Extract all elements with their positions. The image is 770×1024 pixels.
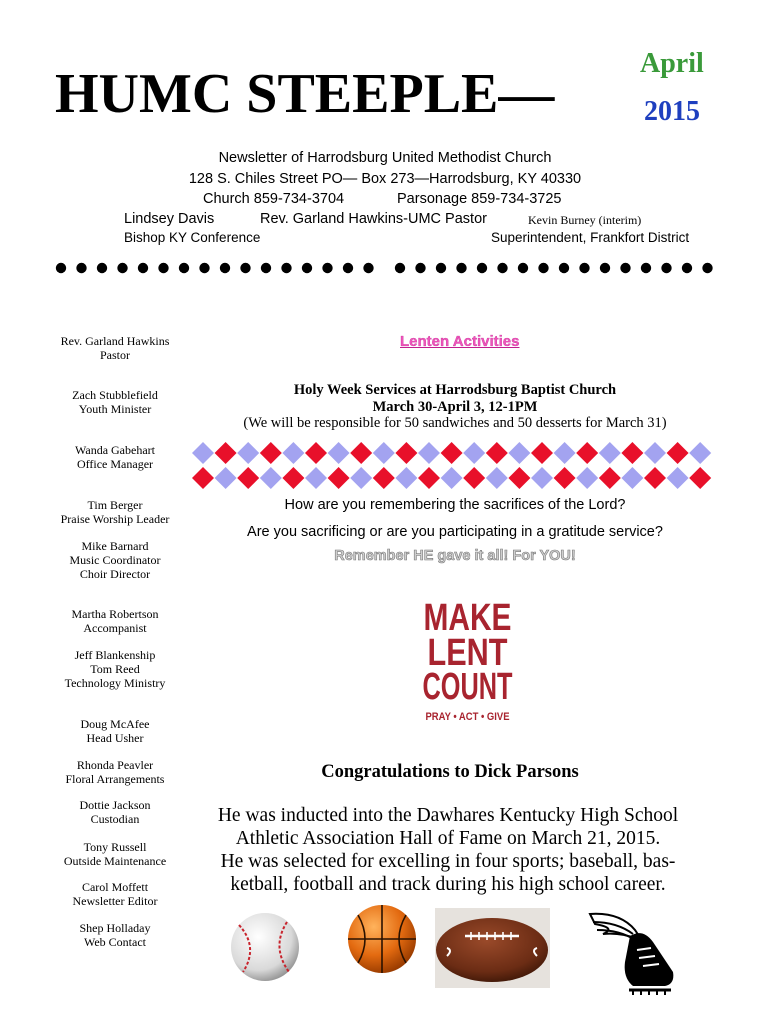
staff-entry-custodian: Dottie Jackson Custodian [79,798,151,826]
diamond-shape [554,442,576,464]
diamond-shape [237,467,259,489]
holy-week-block [215,382,695,432]
diamond-shape [599,442,621,464]
diamond-shape [260,467,282,489]
diamond-shape [237,442,259,464]
church-phone: Church 859-734-3704 [203,191,345,207]
congrats-heading: Congratulations to Dick Parsons [321,762,579,782]
diamond-shape [689,442,711,464]
diamond-shape [508,442,530,464]
bishop-title: Bishop KY Conference [124,230,261,245]
diamond-shape [441,467,463,489]
staff-entry-head-usher: Doug McAfee Head Usher [80,717,150,745]
newsletter-title: HUMC STEEPLE— [55,63,555,125]
diamond-shape [531,442,553,464]
diamond-shape [508,467,530,489]
diamond-shape [260,442,282,464]
staff-entry-youth-minister: Zach Stubblefield Youth Minister [72,388,158,416]
diamond-shape [667,442,689,464]
staff-entry-accompanist: Martha Robertson Accompanist [71,607,159,635]
superintendent-name: Kevin Burney (interim) [528,213,642,227]
diamond-shape [644,442,666,464]
holy-week-note: (We will be responsible for 50 sandwiches and 50 desserts for March 31) [243,415,667,431]
diamond-shape [463,442,485,464]
staff-entry-praise-worship-leader: Tim Berger Praise Worship Leader [60,498,170,526]
staff-entry-music-coordinator: Mike Barnard Music Coordinator Choir Director [69,539,161,581]
diamond-shape [350,467,372,489]
staff-entry-office-manager: Wanda Gabehart Office Manager [75,443,155,471]
diamond-shape [328,442,350,464]
football-icon [435,908,550,988]
question-gratitude: Are you sacrificing or are you participating in a gratitude service? [247,524,663,540]
diamond-shape [192,467,214,489]
diamond-shape [599,467,621,489]
diamond-shape [621,467,643,489]
staff-entry-pastor: Rev. Garland Hawkins Pastor [60,334,170,362]
superintendent-title: Superintendent, Frankfort District [491,230,690,245]
lenten-heading: Lenten Activities [400,333,520,350]
logo-tagline: PRAY • ACT • GIVE [425,711,510,723]
diamond-shape [282,467,304,489]
church-address: 128 S. Chiles Street PO— Box 273—Harrodsburg, KY 40330 [188,171,582,187]
issue-month: April [640,48,704,79]
staff-entry-outside-maintenance: Tony Russell Outside Maintenance [63,840,167,868]
diamond-shape [282,442,304,464]
diamond-shape [395,442,417,464]
newsletter-subtitle: Newsletter of Harrodsburg United Methodist Church [218,150,552,166]
diamond-shape [644,467,666,489]
holy-week-dates: March 30-April 3, 12-1PM [372,398,538,415]
diamond-shape [554,467,576,489]
congrats-body: He was inducted into the Dawhares Kentucky High School Athletic Association Hall of Fame on March 21, 2015. He was selected for excelling in four sports; baseball, bas- ketball, football and track during his high school career. [217,805,679,895]
diamond-shape [328,467,350,489]
diamond-shape [215,467,237,489]
question-sacrifices: How are you remembering the sacrifices of the Lord? [284,497,626,513]
diamond-shape [689,467,711,489]
diamond-shape [418,442,440,464]
baseball-icon [231,913,299,981]
logo-line-make: MAKE [423,597,512,639]
logo-line-lent: LENT [427,632,508,674]
diamond-shape [621,442,643,464]
diamond-shape [531,467,553,489]
sports-icons [225,900,695,1000]
winged-shoe-icon [590,914,673,995]
dot-divider [55,258,715,278]
diamond-shape [395,467,417,489]
diamond-shape [305,442,327,464]
parsonage-phone: Parsonage 859-734-3725 [397,191,562,207]
basketball-icon [348,905,416,973]
diamond-shape [192,442,214,464]
staff-entry-web-contact: Shep Holladay Web Contact [79,921,151,949]
diamond-shape [441,442,463,464]
diamond-shape [215,442,237,464]
remember-callout: Remember HE gave it all! For YOU! [334,548,576,564]
diamond-shape [486,442,508,464]
holy-week-title: Holy Week Services at Harrodsburg Baptist Church [293,382,617,398]
staff-entry-technology-ministry: Jeff Blankenship Tom Reed Technology Ministry [64,648,166,690]
diamond-shape [305,467,327,489]
diamond-divider [192,440,704,492]
bishop-name: Lindsey Davis [124,211,215,227]
diamond-shape [373,467,395,489]
diamond-shape [418,467,440,489]
diamond-shape [576,442,598,464]
diamond-shape [463,467,485,489]
staff-entry-floral: Rhonda Peavler Floral Arrangements [65,758,165,786]
pastor-name: Rev. Garland Hawkins-UMC Pastor [260,211,487,227]
diamond-shape [576,467,598,489]
staff-entry-newsletter-editor: Carol Moffett Newsletter Editor [72,880,158,908]
diamond-shape [667,467,689,489]
diamond-shape [350,442,372,464]
make-lent-count-logo [420,595,515,725]
diamond-shape [486,467,508,489]
logo-line-count: COUNT [422,666,513,708]
issue-year: 2015 [644,96,700,127]
diamond-shape [373,442,395,464]
